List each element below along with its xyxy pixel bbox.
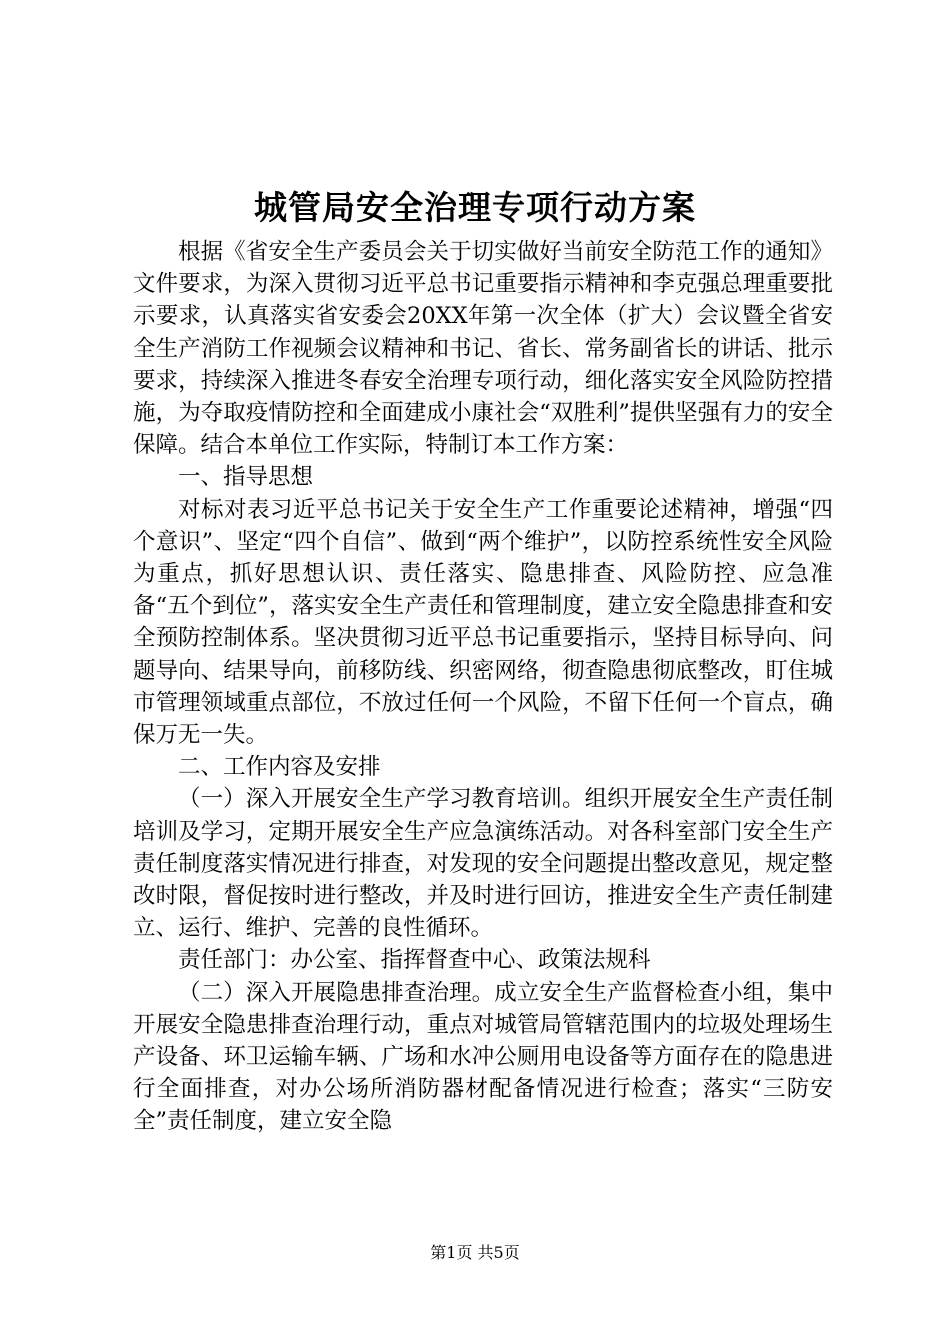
intro-paragraph: 根据《省安全生产委员会关于切实做好当前安全防范工作的通知》文件要求，为深入贯彻习近平总书记重要指示精神和李克强总理重要批示要求，认真落实省安委会20XX年第一次全体（扩大）会议暨全省安全生产消防工作视频会议精神和书记、省长、常务副省长的讲话、批示要求，持续深入推进冬春安全治理专项行动，细化落实安全风险防控措施，为夺取疫情防控和全面建成小康社会“双胜利”提供坚强有力的安全保障。结合本单位工作实际，特制订本工作方案： <box>133 239 833 459</box>
page-number-footer: 第1页 共5页 <box>430 1243 520 1262</box>
section-heading-work-content: 二、工作内容及安排 <box>178 754 381 781</box>
item-2-paragraph: （二）深入开展隐患排查治理。成立安全生产监督检查小组，集中开展安全隐患排查治理行动，重点对城管局管辖范围内的垃圾处理场生产设备、环卫运输车辆、广场和水冲公厕用电设备等方面存在的隐患进行全面排查，对办公场所消防器材配备情况进行检查；落实“三防安全”责任制度，建立安全隐 <box>133 979 833 1135</box>
item-1-responsible-departments: 责任部门：办公室、指挥督查中心、政策法规科 <box>178 947 651 974</box>
section-heading-guiding-thought: 一、指导思想 <box>178 464 314 491</box>
document-body <box>133 236 833 1138</box>
guiding-thought-paragraph: 对标对表习近平总书记关于安全生产工作重要论述精神，增强“四个意识”、坚定“四个自信”、做到“两个维护”，以防控系统性安全风险为重点，抓好思想认识、责任落实、隐患排查、风险防控、应急准备“五个到位”，落实安全生产责任和管理制度，建立安全隐患排查和安全预防控制体系。坚决贯彻习近平总书记重要指示，坚持目标导向、问题导向、结果导向，前移防线、织密网络，彻查隐患彻底整改，盯住城市管理领域重点部位，不放过任何一个风险，不留下任何一个盲点，确保万无一失。 <box>133 496 833 749</box>
item-1-paragraph: （一）深入开展安全生产学习教育培训。组织开展安全生产责任制培训及学习，定期开展安全生产应急演练活动。对各科室部门安全生产责任制度落实情况进行排查，对发现的安全问题提出整改意见，规定整改时限，督促按时进行整改，并及时进行回访，推进安全生产责任制建立、运行、维护、完善的良性循环。 <box>133 786 833 942</box>
document-title: 城管局安全治理专项行动方案 <box>254 188 696 227</box>
